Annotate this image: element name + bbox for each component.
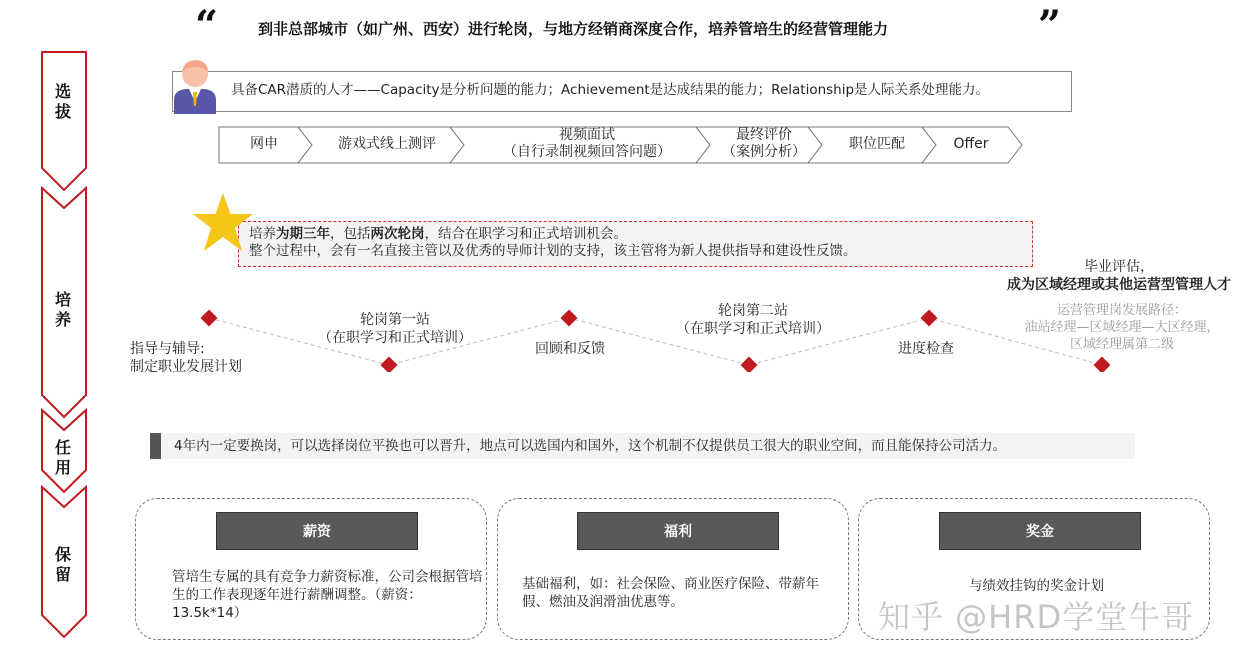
milestone-rotation-1: 轮岗第一站 （在职学习和正式培训） bbox=[318, 312, 472, 346]
appointment-text: 4年内一定要换岗，可以选择岗位平换也可以晋升，地点可以选国内和国外，这个机制不仅提供员工很大的职业空间，而且能保持公司活力。 bbox=[174, 438, 1007, 454]
step-offer: Offer bbox=[953, 136, 989, 152]
stage-label-selection: 选 拔 bbox=[54, 82, 71, 121]
step-final-evaluation: 最终评价 （案例分析） bbox=[722, 127, 806, 160]
milestone-marker-5 bbox=[921, 310, 938, 327]
car-talent-box bbox=[172, 71, 1072, 112]
person-avatar-icon bbox=[170, 56, 220, 114]
bonus-card-header: 奖金 bbox=[939, 512, 1141, 550]
milestone-marker-2 bbox=[381, 357, 398, 372]
appointment-bar-marker bbox=[150, 433, 161, 459]
milestone-marker-6 bbox=[1094, 357, 1111, 372]
career-path-note: 运营管理岗发展路径： 油站经理—区域经理—大区经理， 区域经理属第二级 bbox=[1024, 303, 1220, 352]
milestone-rotation-2: 轮岗第二站 （在职学习和正式培训） bbox=[676, 303, 830, 337]
benefits-card-text: 基础福利，如：社会保险、商业医疗保险、带薪年假、燃油及润滑油优惠等。 bbox=[522, 576, 819, 610]
page-title: 到非总部城市（如广州、西安）进行轮岗，与地方经销商深度合作，培养管培生的经营管理能力 bbox=[258, 20, 889, 38]
open-quote-icon: “ bbox=[195, 2, 219, 49]
step-position-match: 职位匹配 bbox=[849, 136, 905, 152]
star-icon bbox=[190, 191, 256, 253]
appointment-banner bbox=[150, 433, 1135, 459]
step-video-interview: 视频面试 （自行录制视频回答问题） bbox=[503, 127, 671, 160]
car-description: 具备CAR潜质的人才——Capacity是分析问题的能力；Achievement是达成结果的能力；Relationship是人际关系处理能力。 bbox=[231, 82, 990, 98]
milestone-progress-check: 进度检查 bbox=[898, 341, 954, 357]
stage-label-appointment: 任 用 bbox=[54, 438, 71, 477]
step-game-assessment: 游戏式线上测评 bbox=[338, 136, 436, 152]
milestone-coaching: 指导与辅导: 制定职业发展计划 bbox=[130, 341, 242, 375]
training-summary-box bbox=[238, 221, 1033, 267]
graduation-evaluation: 毕业评估， 成为区域经理或其他运营型管理人才 bbox=[1007, 259, 1231, 293]
bonus-card-text: 与绩效挂钩的奖金计划 bbox=[969, 578, 1104, 594]
training-line-1: 培养为期三年，包括两次轮岗，结合在职学习和正式培训机会。 bbox=[249, 226, 627, 242]
milestone-marker-4 bbox=[741, 357, 758, 372]
close-quote-icon: ” bbox=[1038, 2, 1062, 49]
training-line-2: 整个过程中，会有一名直接主管以及优秀的导师计划的支持，该主管将为新人提供指导和建设性反馈。 bbox=[249, 243, 857, 259]
milestone-marker-1 bbox=[201, 310, 218, 327]
step-online-application: 网申 bbox=[250, 136, 278, 152]
milestone-review-feedback: 回顾和反馈 bbox=[535, 341, 605, 357]
stage-label-retention: 保 留 bbox=[54, 545, 71, 584]
benefits-card-header: 福利 bbox=[577, 512, 779, 550]
watermark: 知乎 @HRD学堂牛哥 bbox=[878, 598, 1195, 636]
stage-label-training: 培 养 bbox=[54, 290, 71, 329]
milestone-marker-3 bbox=[561, 310, 578, 327]
salary-card-header: 薪资 bbox=[216, 512, 418, 550]
salary-card-text: 管培生专属的具有竞争力薪资标准，公司会根据管培生的工作表现逐年进行薪酬调整。（薪资：13.5k*14） bbox=[172, 569, 483, 621]
